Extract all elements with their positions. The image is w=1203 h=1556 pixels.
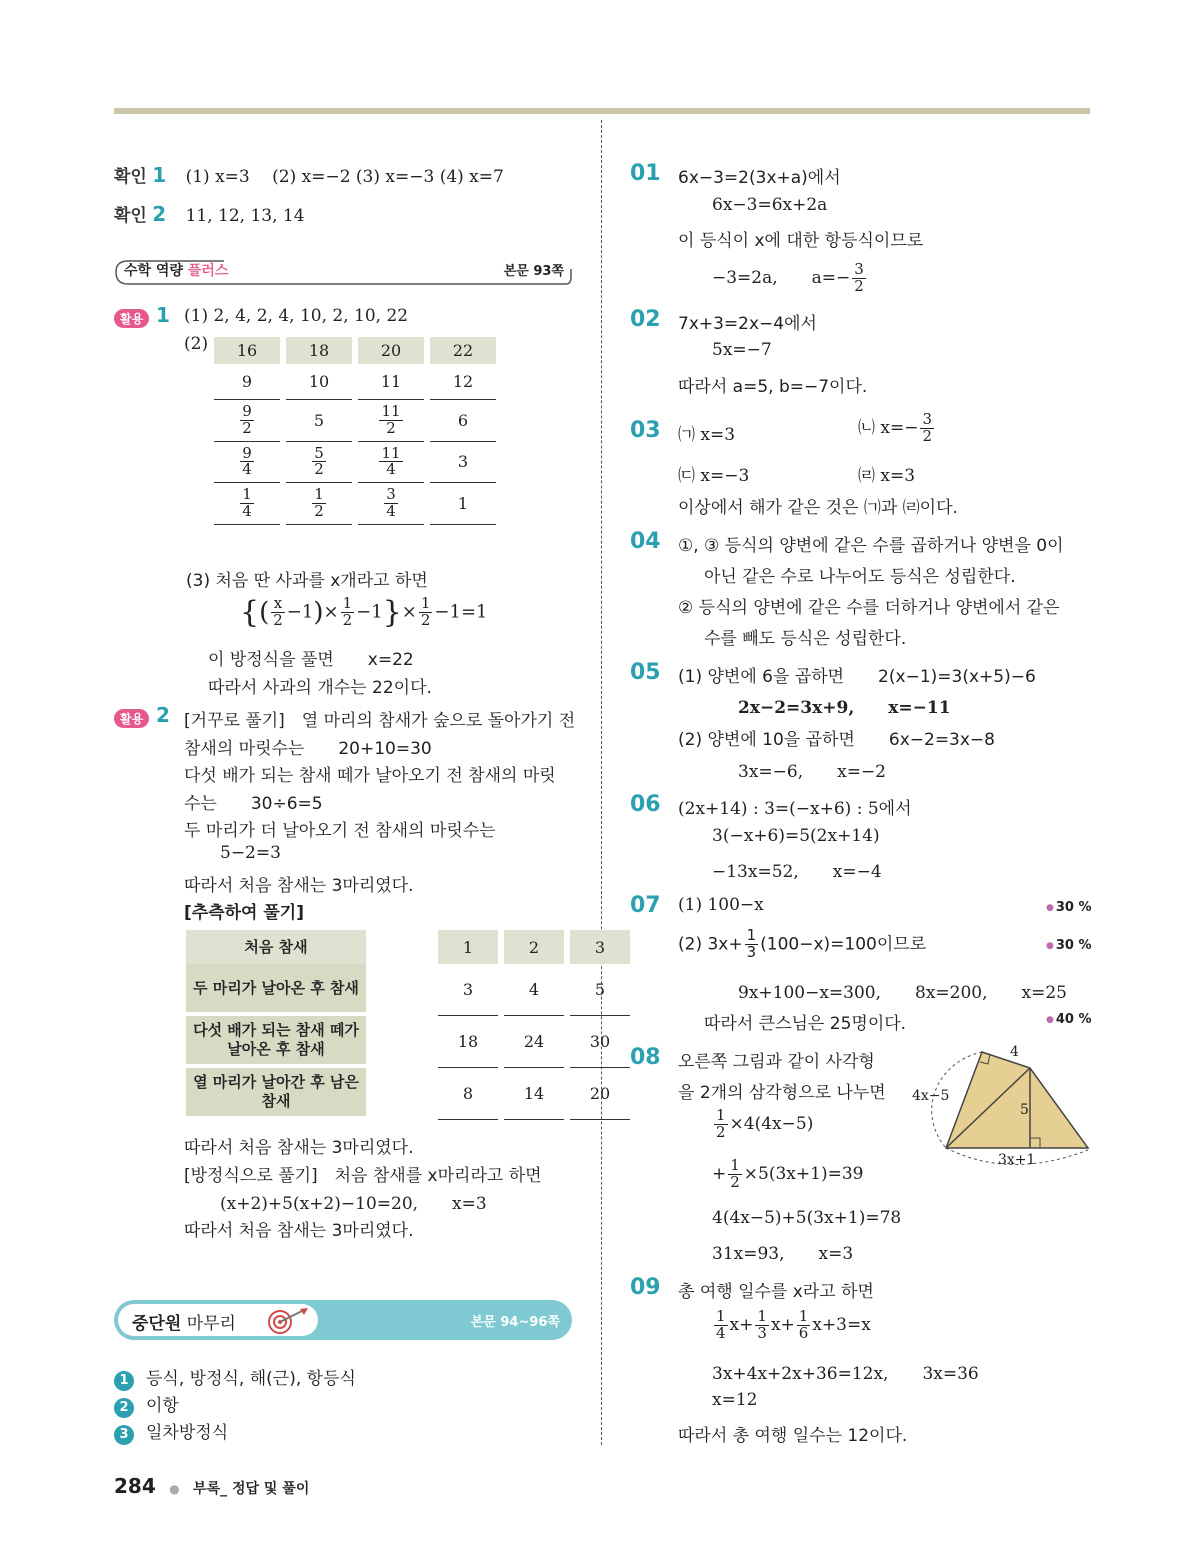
trapezoid-figure: 4 4x−5 5 3x+1 <box>910 1040 1095 1175</box>
apple-equation: {( $\frac{x}{2}$ −1)× $\frac{1}{2}$ −1}× $\frac{1}{2}$ −1=1 <box>240 594 488 630</box>
halving-table: 16 18 20 22 9 10 11 12 $\frac{9}{2}$ 5 $\frac{11}{2}$ 6 $\frac{9}{4}$ $\frac{5}{2}$ $\frac{11}{4}$ 3 $\frac{1}{4}$ $\frac{1}{2}$ $\frac{3}{4}$ 1 <box>208 337 502 525</box>
top-rule <box>114 108 1090 114</box>
app-pill: 활용 <box>114 309 149 328</box>
review-item: 2 이항 <box>114 1391 179 1418</box>
plus-header: 수학 역량 플러스 본문 93쪽 <box>114 257 572 283</box>
check-1: 확인 1 (1) x=3 (2) x=−2 (3) x=−3 (4) x=7 <box>114 163 504 187</box>
column-divider <box>601 120 602 1445</box>
review-header: 중단원 마무리 본문 94~96쪽 <box>114 1300 572 1340</box>
check-2: 확인 2 11, 12, 13, 14 <box>114 202 305 226</box>
footer: 284 ● 부록_ 정답 및 풀이 <box>114 1474 310 1498</box>
review-item: 3 일차방정식 <box>114 1418 228 1445</box>
review-item: 1 등식, 방정식, 해(근), 항등식 <box>114 1364 356 1391</box>
guess-table: 처음 참새 1 2 3 두 마리가 날아온 후 참새 3 4 5 다섯 배가 되는 참새 떼가 날아온 후 참새 18 24 30 열 마리가 날아간 후 남은 참새 8 14 20 <box>180 930 636 1120</box>
target-icon <box>266 1308 310 1339</box>
